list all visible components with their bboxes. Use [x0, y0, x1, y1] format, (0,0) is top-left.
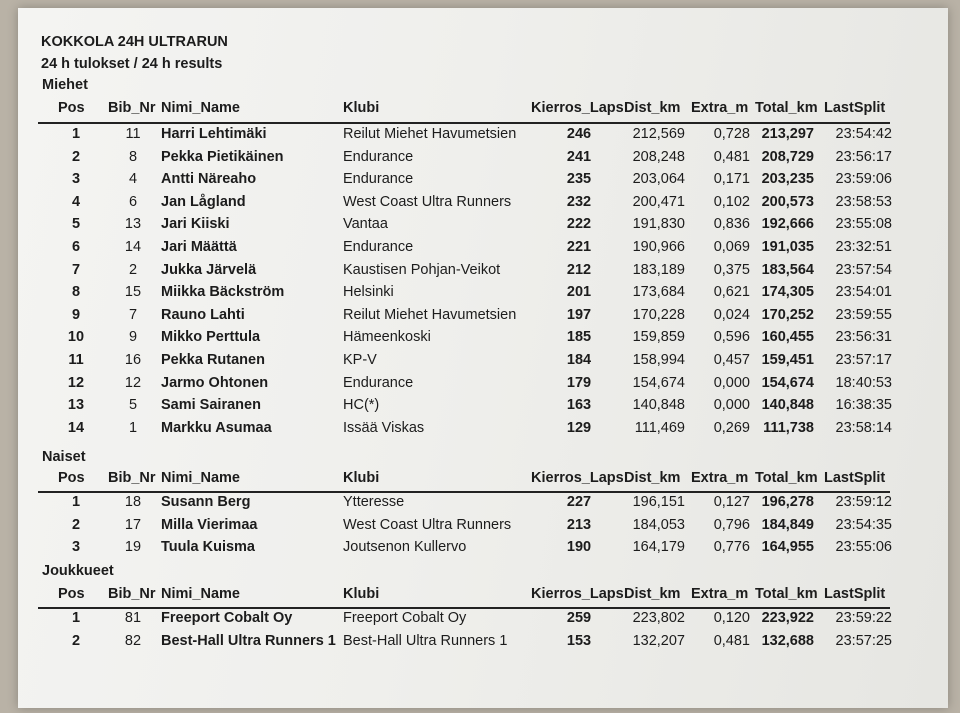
cell-bib: 11 — [125, 126, 141, 142]
cell-bib: 81 — [124, 610, 142, 626]
col-dist: Dist_km — [624, 586, 681, 602]
cell-pos: 2 — [71, 148, 81, 165]
cell-extra: 0,171 — [713, 171, 750, 188]
cell-club: Freeport Cobalt Oy — [343, 610, 467, 626]
col-club: Klubi — [343, 470, 380, 486]
cell-name: Sami Sairanen — [161, 397, 261, 414]
header-rule-men — [38, 122, 890, 124]
cell-split: 16:38:35 — [835, 397, 892, 414]
cell-laps: 246 — [566, 126, 592, 142]
cell-extra: 0,596 — [713, 329, 750, 346]
table-row — [18, 239, 948, 261]
cell-total: 203,235 — [761, 171, 814, 188]
cell-laps: 235 — [566, 171, 592, 188]
cell-club: Helsinki — [343, 284, 394, 301]
section-label-women: Naiset — [42, 449, 86, 465]
cell-total: 160,455 — [761, 329, 814, 346]
cell-extra: 0,120 — [713, 610, 750, 626]
cell-split: 23:58:14 — [835, 419, 892, 436]
table-row — [18, 352, 948, 374]
col-total: Total_km — [755, 470, 818, 486]
cell-pos: 2 — [71, 632, 81, 649]
cell-dist: 200,471 — [632, 193, 685, 210]
cell-pos: 1 — [71, 126, 81, 142]
col-laps: Kierros_Laps — [531, 100, 624, 116]
cell-pos: 13 — [67, 397, 85, 414]
cell-extra: 0,776 — [713, 539, 750, 556]
col-laps: Kierros_Laps — [531, 470, 624, 486]
cell-laps: 179 — [566, 374, 592, 391]
cell-extra: 0,069 — [713, 239, 750, 255]
cell-extra: 0,796 — [713, 516, 750, 533]
cell-bib: 15 — [124, 284, 142, 301]
cell-name: Miikka Bäckström — [161, 284, 285, 301]
cell-name: Jarmo Ohtonen — [161, 374, 269, 391]
col-bib: Bib_Nr — [108, 586, 156, 602]
table-row — [18, 517, 948, 539]
table-row — [18, 149, 948, 171]
cell-dist: 203,064 — [632, 171, 685, 188]
cell-total: 191,035 — [761, 239, 814, 255]
cell-name: Milla Vierimaa — [161, 516, 258, 533]
cell-bib: 12 — [124, 374, 142, 391]
cell-laps: 259 — [566, 610, 592, 626]
section-label-teams: Joukkueet — [42, 563, 114, 579]
cell-total: 192,666 — [761, 216, 814, 233]
cell-bib: 7 — [128, 306, 138, 323]
col-split: LastSplit — [824, 586, 886, 602]
table-row — [18, 284, 948, 306]
table-row — [18, 539, 948, 561]
cell-club: Reilut Miehet Havumetsien — [343, 306, 517, 323]
cell-total: 200,573 — [761, 193, 814, 210]
cell-pos: 12 — [67, 374, 85, 391]
cell-club: Issää Viskas — [343, 419, 425, 436]
cell-club: Ytteresse — [343, 494, 405, 510]
cell-club: Hämeenkoski — [343, 329, 431, 346]
cell-laps: 153 — [566, 632, 592, 649]
cell-club: Joutsenon Kullervo — [343, 539, 467, 556]
cell-pos: 14 — [67, 419, 85, 436]
cell-club: Vantaa — [343, 216, 388, 233]
table-row — [18, 397, 948, 419]
cell-split: 23:59:22 — [835, 610, 892, 626]
cell-bib: 18 — [124, 494, 142, 510]
cell-split: 23:55:08 — [835, 216, 892, 233]
cell-split: 23:59:12 — [835, 494, 892, 510]
cell-name: Jari Määttä — [161, 239, 237, 255]
cell-name: Harri Lehtimäki — [161, 126, 267, 142]
cell-name: Mikko Perttula — [161, 329, 261, 346]
cell-club: KP-V — [343, 352, 377, 368]
cell-total: 208,729 — [761, 148, 814, 165]
col-extra: Extra_m — [691, 100, 749, 116]
table-row — [18, 194, 948, 216]
cell-dist: 154,674 — [632, 374, 685, 391]
col-laps: Kierros_Laps — [531, 586, 624, 602]
cell-laps: 213 — [566, 516, 592, 533]
cell-split: 23:55:06 — [835, 539, 892, 556]
col-pos: Pos — [58, 470, 85, 486]
page-subtitle: 24 h tulokset / 24 h results — [41, 56, 223, 72]
cell-bib: 14 — [124, 239, 142, 255]
cell-pos: 9 — [71, 306, 81, 323]
cell-split: 23:57:17 — [835, 352, 892, 368]
cell-total: 213,297 — [761, 126, 814, 142]
cell-club: Reilut Miehet Havumetsien — [343, 126, 517, 142]
cell-extra: 0,024 — [713, 306, 750, 323]
cell-split: 23:54:42 — [835, 126, 892, 142]
table-header-teams — [18, 586, 948, 608]
cell-name: Freeport Cobalt Oy — [161, 610, 293, 626]
cell-club: West Coast Ultra Runners — [343, 516, 512, 533]
cell-extra: 0,127 — [713, 494, 750, 510]
table-row — [18, 262, 948, 284]
table-row — [18, 216, 948, 238]
results-sheet — [18, 8, 948, 708]
cell-bib: 2 — [128, 261, 138, 278]
cell-name: Tuula Kuisma — [161, 539, 255, 556]
cell-split: 23:59:55 — [835, 306, 892, 323]
cell-name: Best-Hall Ultra Runners 1 — [161, 632, 336, 649]
cell-split: 23:32:51 — [835, 239, 892, 255]
cell-laps: 212 — [566, 261, 592, 278]
cell-pos: 3 — [71, 539, 81, 556]
cell-total: 154,674 — [761, 374, 814, 391]
cell-split: 23:57:25 — [835, 632, 892, 649]
col-pos: Pos — [58, 586, 85, 602]
col-total: Total_km — [755, 586, 818, 602]
cell-extra: 0,728 — [713, 126, 750, 142]
cell-dist: 223,802 — [632, 610, 685, 626]
cell-total: 174,305 — [761, 284, 814, 301]
header-rule-teams — [38, 607, 890, 609]
cell-bib: 6 — [128, 193, 138, 210]
cell-dist: 196,151 — [632, 494, 685, 510]
col-extra: Extra_m — [691, 470, 749, 486]
cell-split: 18:40:53 — [835, 374, 892, 391]
cell-dist: 212,569 — [632, 126, 685, 142]
cell-total: 223,922 — [761, 610, 814, 626]
cell-extra: 0,269 — [713, 419, 750, 436]
cell-total: 159,451 — [761, 352, 814, 368]
cell-laps: 232 — [566, 193, 592, 210]
col-split: LastSplit — [824, 470, 886, 486]
cell-bib: 5 — [128, 397, 138, 414]
cell-bib: 4 — [128, 171, 138, 188]
cell-total: 140,848 — [761, 397, 814, 414]
cell-name: Jukka Järvelä — [161, 261, 257, 278]
cell-dist: 170,228 — [632, 306, 685, 323]
cell-dist: 208,248 — [632, 148, 685, 165]
cell-laps: 227 — [566, 494, 592, 510]
col-name: Nimi_Name — [161, 586, 240, 602]
cell-laps: 197 — [566, 306, 592, 323]
table-header-men — [18, 100, 948, 122]
cell-laps: 222 — [566, 216, 592, 233]
cell-laps: 201 — [566, 284, 592, 301]
cell-name: Susann Berg — [161, 494, 251, 510]
cell-club: Best-Hall Ultra Runners 1 — [343, 632, 508, 649]
cell-total: 183,564 — [761, 261, 814, 278]
cell-bib: 1 — [128, 419, 138, 436]
col-bib: Bib_Nr — [108, 470, 156, 486]
col-club: Klubi — [343, 586, 380, 602]
col-extra: Extra_m — [691, 586, 749, 602]
cell-extra: 0,000 — [713, 374, 750, 391]
section-label-men: Miehet — [42, 77, 88, 93]
cell-club: Endurance — [343, 171, 414, 188]
table-row — [18, 375, 948, 397]
cell-laps: 241 — [566, 148, 592, 165]
table-header-women — [18, 470, 948, 492]
cell-name: Markku Asumaa — [161, 419, 272, 436]
cell-bib: 9 — [128, 329, 138, 346]
cell-club: HC(*) — [343, 397, 380, 414]
table-row — [18, 171, 948, 193]
cell-name: Antti Näreaho — [161, 171, 257, 188]
col-name: Nimi_Name — [161, 470, 240, 486]
cell-dist: 159,859 — [632, 329, 685, 346]
cell-extra: 0,481 — [713, 632, 750, 649]
cell-pos: 2 — [71, 516, 81, 533]
cell-extra: 0,836 — [713, 216, 750, 233]
cell-name: Rauno Lahti — [161, 306, 245, 323]
cell-laps: 221 — [566, 239, 592, 255]
cell-pos: 7 — [71, 261, 81, 278]
cell-pos: 1 — [71, 610, 81, 626]
cell-laps: 185 — [566, 329, 592, 346]
cell-pos: 11 — [68, 352, 84, 368]
cell-club: West Coast Ultra Runners — [343, 193, 512, 210]
cell-bib: 16 — [124, 352, 142, 368]
cell-split: 23:56:17 — [835, 148, 892, 165]
cell-dist: 140,848 — [632, 397, 685, 414]
table-row — [18, 307, 948, 329]
cell-dist: 190,966 — [632, 239, 685, 255]
col-dist: Dist_km — [624, 100, 681, 116]
table-row — [18, 610, 948, 632]
col-pos: Pos — [58, 100, 85, 116]
cell-extra: 0,102 — [713, 193, 750, 210]
cell-dist: 164,179 — [632, 539, 685, 556]
cell-laps: 184 — [566, 352, 592, 368]
cell-club: Endurance — [343, 148, 414, 165]
cell-extra: 0,457 — [713, 352, 750, 368]
cell-total: 196,278 — [761, 494, 814, 510]
cell-name: Jari Kiiski — [161, 216, 230, 233]
cell-laps: 129 — [566, 419, 592, 436]
cell-name: Jan Lågland — [161, 193, 246, 210]
cell-split: 23:54:35 — [835, 516, 892, 533]
cell-pos: 4 — [71, 193, 81, 210]
cell-dist: 111,469 — [634, 419, 685, 436]
cell-club: Kaustisen Pohjan-Veikot — [343, 261, 501, 278]
col-name: Nimi_Name — [161, 100, 240, 116]
cell-pos: 10 — [67, 329, 85, 346]
header-rule-women — [38, 491, 890, 493]
cell-extra: 0,621 — [713, 284, 750, 301]
cell-bib: 19 — [124, 539, 142, 556]
table-row — [18, 420, 948, 442]
cell-pos: 3 — [71, 171, 81, 188]
cell-extra: 0,000 — [713, 397, 750, 414]
cell-pos: 1 — [71, 494, 81, 510]
cell-split: 23:58:53 — [835, 193, 892, 210]
cell-split: 23:54:01 — [835, 284, 892, 301]
col-dist: Dist_km — [624, 470, 681, 486]
cell-dist: 132,207 — [632, 632, 685, 649]
cell-bib: 13 — [124, 216, 142, 233]
cell-dist: 158,994 — [632, 352, 685, 368]
page-title: KOKKOLA 24H ULTRARUN — [41, 34, 228, 50]
cell-dist: 191,830 — [632, 216, 685, 233]
col-split: LastSplit — [824, 100, 886, 116]
cell-dist: 183,189 — [632, 261, 685, 278]
cell-laps: 163 — [566, 397, 592, 414]
cell-club: Endurance — [343, 374, 414, 391]
cell-pos: 6 — [71, 239, 81, 255]
cell-pos: 8 — [71, 284, 81, 301]
col-total: Total_km — [755, 100, 818, 116]
cell-bib: 82 — [124, 632, 142, 649]
cell-split: 23:57:54 — [835, 261, 892, 278]
cell-club: Endurance — [343, 239, 414, 255]
cell-bib: 17 — [124, 516, 142, 533]
cell-split: 23:59:06 — [835, 171, 892, 188]
cell-total: 111,738 — [763, 419, 814, 436]
cell-name: Pekka Pietikäinen — [161, 148, 284, 165]
cell-bib: 8 — [128, 148, 138, 165]
cell-dist: 173,684 — [632, 284, 685, 301]
table-row — [18, 494, 948, 516]
table-row — [18, 329, 948, 351]
table-row — [18, 633, 948, 655]
cell-dist: 184,053 — [632, 516, 685, 533]
cell-total: 164,955 — [761, 539, 814, 556]
col-bib: Bib_Nr — [108, 100, 156, 116]
cell-extra: 0,375 — [713, 261, 750, 278]
cell-total: 170,252 — [761, 306, 814, 323]
cell-laps: 190 — [566, 539, 592, 556]
cell-total: 184,849 — [761, 516, 814, 533]
cell-name: Pekka Rutanen — [161, 352, 265, 368]
col-club: Klubi — [343, 100, 380, 116]
cell-extra: 0,481 — [713, 148, 750, 165]
cell-split: 23:56:31 — [835, 329, 892, 346]
cell-total: 132,688 — [761, 632, 814, 649]
table-row — [18, 126, 948, 148]
cell-pos: 5 — [71, 216, 81, 233]
